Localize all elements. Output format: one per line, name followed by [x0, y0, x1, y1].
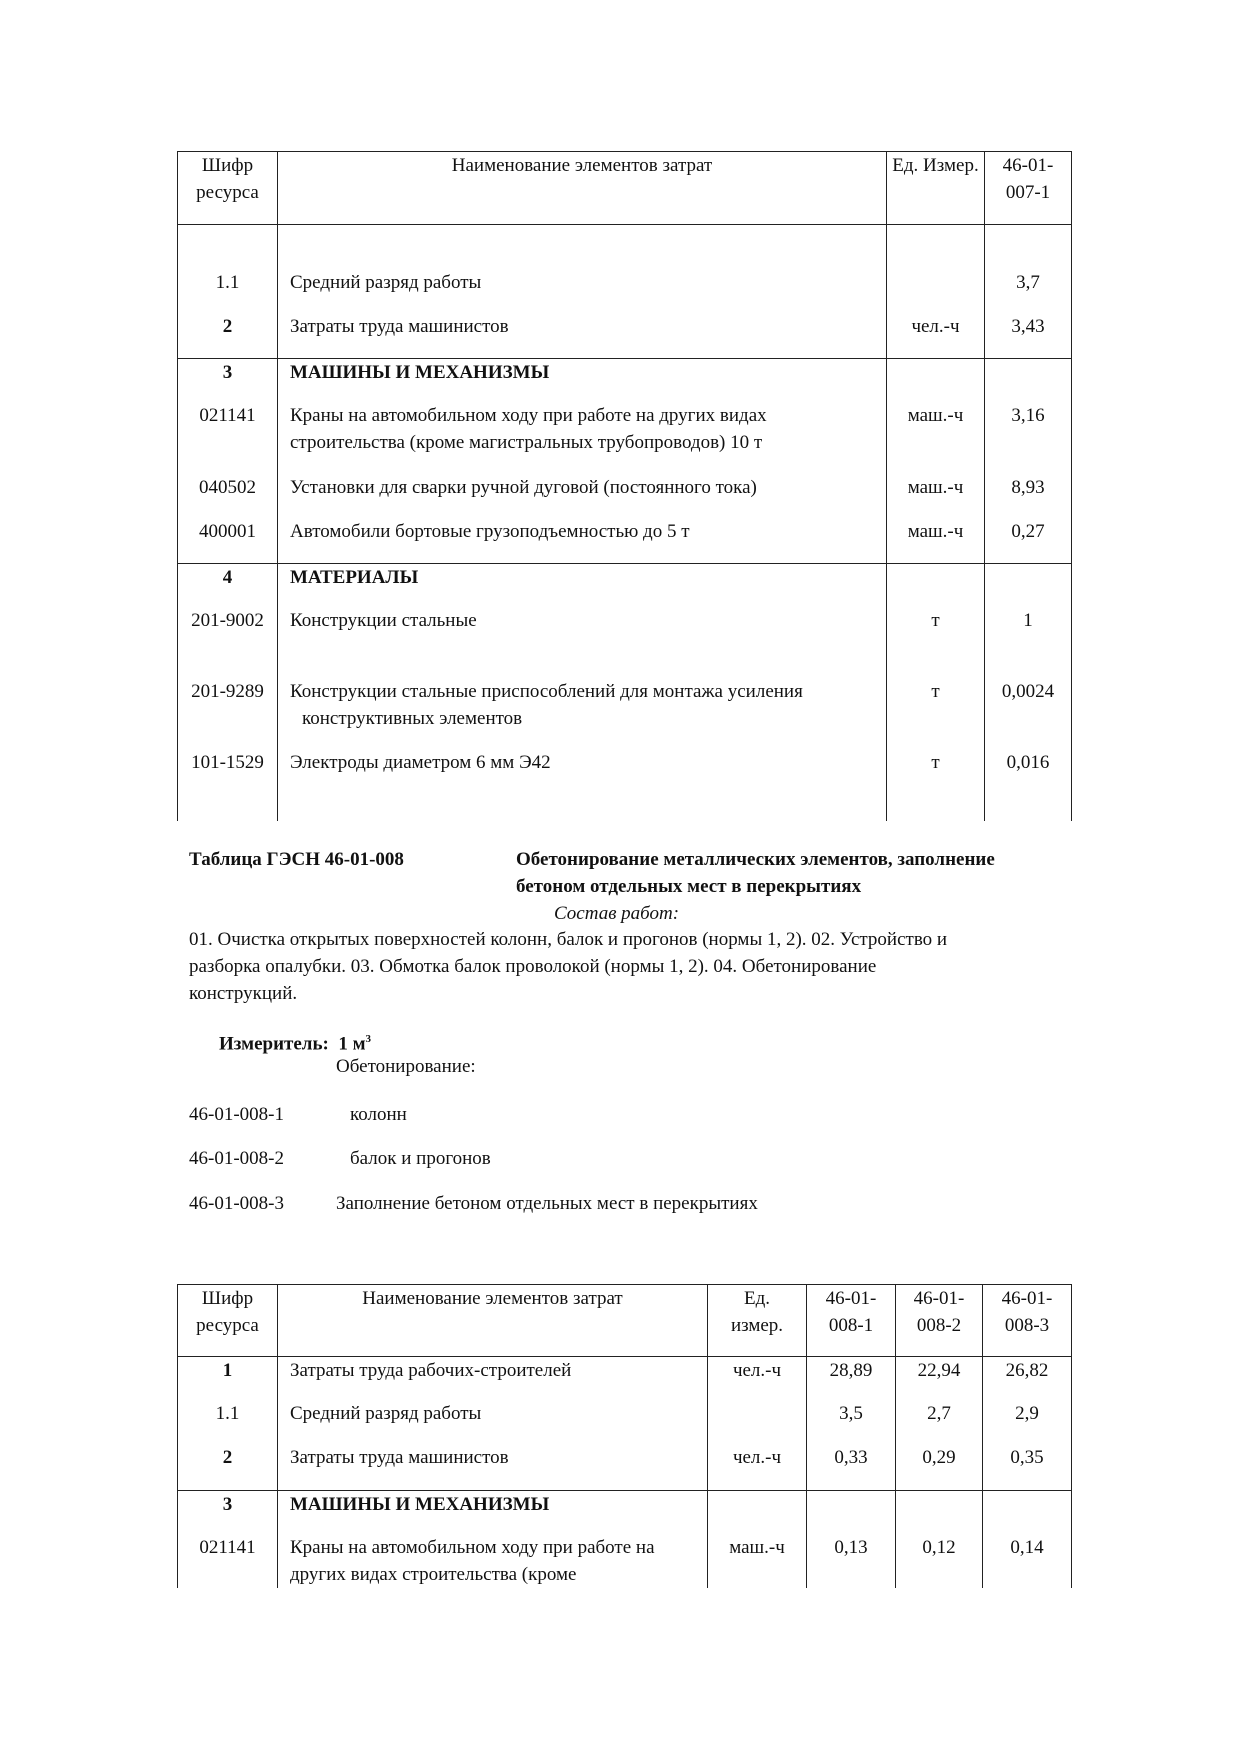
- resource-name-line: Автомобили бортовые грузоподъемностью до 5 т: [290, 520, 690, 542]
- header-name: Наименование элементов затрат: [278, 152, 887, 225]
- norm-value: 0,14: [983, 1534, 1072, 1588]
- norm-value: 3,16: [985, 402, 1072, 474]
- resource-name-line: Краны на автомобильном ходу при работе на: [290, 1536, 655, 1558]
- table-row: [178, 564, 1072, 607]
- section-title-line: бетоном отдельных мест в перекрытиях: [516, 876, 862, 897]
- resource-name-line: Средний разряд работы: [290, 1402, 482, 1424]
- norm-value: 0,13: [807, 1534, 896, 1588]
- resource-unit: чел.-ч: [708, 1357, 807, 1400]
- resource-unit: т: [887, 678, 985, 749]
- norm-name: Заполнение бетоном отдельных мест в перекрытиях: [336, 1193, 758, 1214]
- resource-name-line: других видах строительства (кроме: [290, 1563, 577, 1585]
- resource-code: 2: [178, 1444, 278, 1491]
- table-row: [178, 359, 1072, 402]
- resource-unit: чел.-ч: [887, 313, 985, 359]
- norm-value: 2,9: [983, 1400, 1072, 1444]
- resource-name: [278, 402, 887, 474]
- resource-name-line: Затраты труда рабочих-строителей: [290, 1360, 572, 1381]
- resource-name: [278, 269, 887, 313]
- norm-value: 0,12: [896, 1534, 983, 1588]
- resource-code: 201-9289: [178, 678, 278, 749]
- resource-table-46-01-007: [177, 151, 1072, 821]
- resource-name-line: Электроды диаметром 6 мм Э42: [290, 751, 551, 773]
- resource-name-line: Установки для сварки ручной дуговой (постоянного тока): [290, 476, 757, 498]
- composition-line: разборка опалубки. 03. Обмотка балок проволокой (нормы 1, 2). 04. Обетонирование: [189, 956, 877, 977]
- resource-unit: [708, 1400, 807, 1444]
- resource-unit: [887, 269, 985, 313]
- measure-sup: 3: [365, 1033, 372, 1045]
- header-code: Шифр ресурса: [178, 1285, 278, 1357]
- norm-code: 46-01-008-1: [189, 1104, 284, 1125]
- composition-heading: Состав работ:: [554, 903, 680, 924]
- resource-code: 021141: [178, 402, 278, 474]
- table-header-row: [178, 1285, 1072, 1357]
- norm-value: [896, 1491, 983, 1534]
- norm-code: 46-01-008-3: [189, 1193, 284, 1214]
- resource-name: [278, 1400, 708, 1444]
- resource-name: [278, 678, 887, 749]
- table-row: [178, 1357, 1072, 1400]
- table-row: [178, 402, 1072, 474]
- composition-line: 01. Очистка открытых поверхностей колонн, балок и прогонов (нормы 1, 2). 02. Устройство и: [189, 929, 948, 950]
- resource-name: [278, 564, 887, 607]
- resource-code: 1: [178, 1357, 278, 1400]
- resource-unit: маш.-ч: [887, 402, 985, 474]
- table-row: [178, 518, 1072, 564]
- table-row: [178, 269, 1072, 313]
- resource-code: 4: [178, 564, 278, 607]
- norm-name: балок и прогонов: [350, 1148, 491, 1169]
- resource-code: 3: [178, 359, 278, 402]
- resource-name: [278, 1444, 708, 1491]
- norm-name: колонн: [350, 1104, 407, 1125]
- norm-value: [983, 1491, 1072, 1534]
- measure-value: 1 м: [338, 1033, 366, 1055]
- norm-value: 28,89: [807, 1357, 896, 1400]
- resource-name: [278, 1534, 708, 1588]
- resource-code: 201-9002: [178, 607, 278, 678]
- header-norm-1: 46-01-007-1: [985, 152, 1072, 225]
- resource-name-line: Конструкции стальные: [290, 609, 477, 631]
- resource-name-line: МАТЕРИАЛЫ: [290, 567, 419, 588]
- norm-value: 3,43: [985, 313, 1072, 359]
- resource-unit: [708, 1491, 807, 1534]
- resource-name-line: Краны на автомобильном ходу при работе на других видах: [290, 404, 767, 426]
- resource-name: [278, 518, 887, 564]
- norm-value: [985, 359, 1072, 402]
- resource-unit: маш.-ч: [708, 1534, 807, 1588]
- norm-value: 8,93: [985, 474, 1072, 518]
- resource-name: [278, 607, 887, 678]
- header-norm-3: 46-01-008-3: [983, 1285, 1072, 1357]
- table-row: [178, 1491, 1072, 1534]
- resource-name: [278, 749, 887, 821]
- table-header-row: [178, 152, 1072, 225]
- norm-value: 2,7: [896, 1400, 983, 1444]
- norm-value: 3,5: [807, 1400, 896, 1444]
- resource-name-line: Затраты труда машинистов: [290, 1446, 509, 1468]
- header-unit: Ед. Измер.: [887, 152, 985, 225]
- resource-code: 1.1: [178, 269, 278, 313]
- resource-code: 3: [178, 1491, 278, 1534]
- subheading: Обетонирование:: [336, 1056, 476, 1077]
- resource-name-line: Конструкции стальные приспособлений для монтажа усиления: [290, 680, 803, 702]
- resource-name-line: Средний разряд работы: [290, 271, 482, 293]
- header-code: Шифр ресурса: [178, 152, 278, 225]
- norm-value: 0,0024: [985, 678, 1072, 749]
- resource-code: 2: [178, 313, 278, 359]
- resource-name-line: строительства (кроме магистральных трубопроводов) 10 т: [290, 431, 763, 453]
- table-row: [178, 678, 1072, 749]
- norm-value: 0,35: [983, 1444, 1072, 1491]
- table-row: [178, 749, 1072, 821]
- resource-unit: маш.-ч: [887, 518, 985, 564]
- norm-value: [985, 564, 1072, 607]
- norm-value: 0,27: [985, 518, 1072, 564]
- norm-code: 46-01-008-2: [189, 1148, 284, 1169]
- resource-name: [278, 313, 887, 359]
- table-row: [178, 474, 1072, 518]
- resource-table-46-01-008: [177, 1284, 1072, 1588]
- header-unit: Ед. измер.: [708, 1285, 807, 1357]
- resource-unit: т: [887, 749, 985, 821]
- norm-value: 3,7: [985, 269, 1072, 313]
- composition-line: конструкций.: [189, 983, 298, 1004]
- resource-unit: т: [887, 607, 985, 678]
- resource-unit: [887, 564, 985, 607]
- header-norm-2: 46-01-008-2: [896, 1285, 983, 1357]
- norm-value: [807, 1491, 896, 1534]
- section-title: [516, 846, 995, 900]
- resource-code: 101-1529: [178, 749, 278, 821]
- norm-value: 26,82: [983, 1357, 1072, 1400]
- composition-text: [189, 926, 947, 1007]
- resource-unit: [887, 359, 985, 402]
- table-label: Таблица ГЭСН 46-01-008: [189, 849, 404, 870]
- resource-code: 1.1: [178, 1400, 278, 1444]
- resource-name: [278, 359, 887, 402]
- table-row: [178, 1534, 1072, 1588]
- resource-name-line: Затраты труда машинистов: [290, 315, 509, 337]
- resource-code: 400001: [178, 518, 278, 564]
- table-row: [178, 607, 1072, 678]
- norm-value: 22,94: [896, 1357, 983, 1400]
- resource-code: 040502: [178, 474, 278, 518]
- resource-name-line: конструктивных элементов: [302, 707, 523, 729]
- table-row: [178, 1400, 1072, 1444]
- norm-value: 0,016: [985, 749, 1072, 821]
- norm-value: 1: [985, 607, 1072, 678]
- table-row: [178, 1444, 1072, 1491]
- header-name: Наименование элементов затрат: [278, 1285, 708, 1357]
- resource-name: [278, 1491, 708, 1534]
- resource-name: [278, 1357, 708, 1400]
- header-norm-1: 46-01-008-1: [807, 1285, 896, 1357]
- resource-name-line: МАШИНЫ И МЕХАНИЗМЫ: [290, 1494, 550, 1515]
- table-row: [178, 313, 1072, 359]
- norm-value: 0,33: [807, 1444, 896, 1491]
- table-spacer-row: [178, 225, 1072, 269]
- resource-code: 021141: [178, 1534, 278, 1588]
- resource-unit: маш.-ч: [887, 474, 985, 518]
- measure-label: Измеритель:: [219, 1033, 329, 1055]
- resource-unit: чел.-ч: [708, 1444, 807, 1491]
- section-title-line: Обетонирование металлических элементов, заполнение: [516, 849, 995, 870]
- resource-name: [278, 474, 887, 518]
- resource-name-line: МАШИНЫ И МЕХАНИЗМЫ: [290, 362, 550, 383]
- norm-value: 0,29: [896, 1444, 983, 1491]
